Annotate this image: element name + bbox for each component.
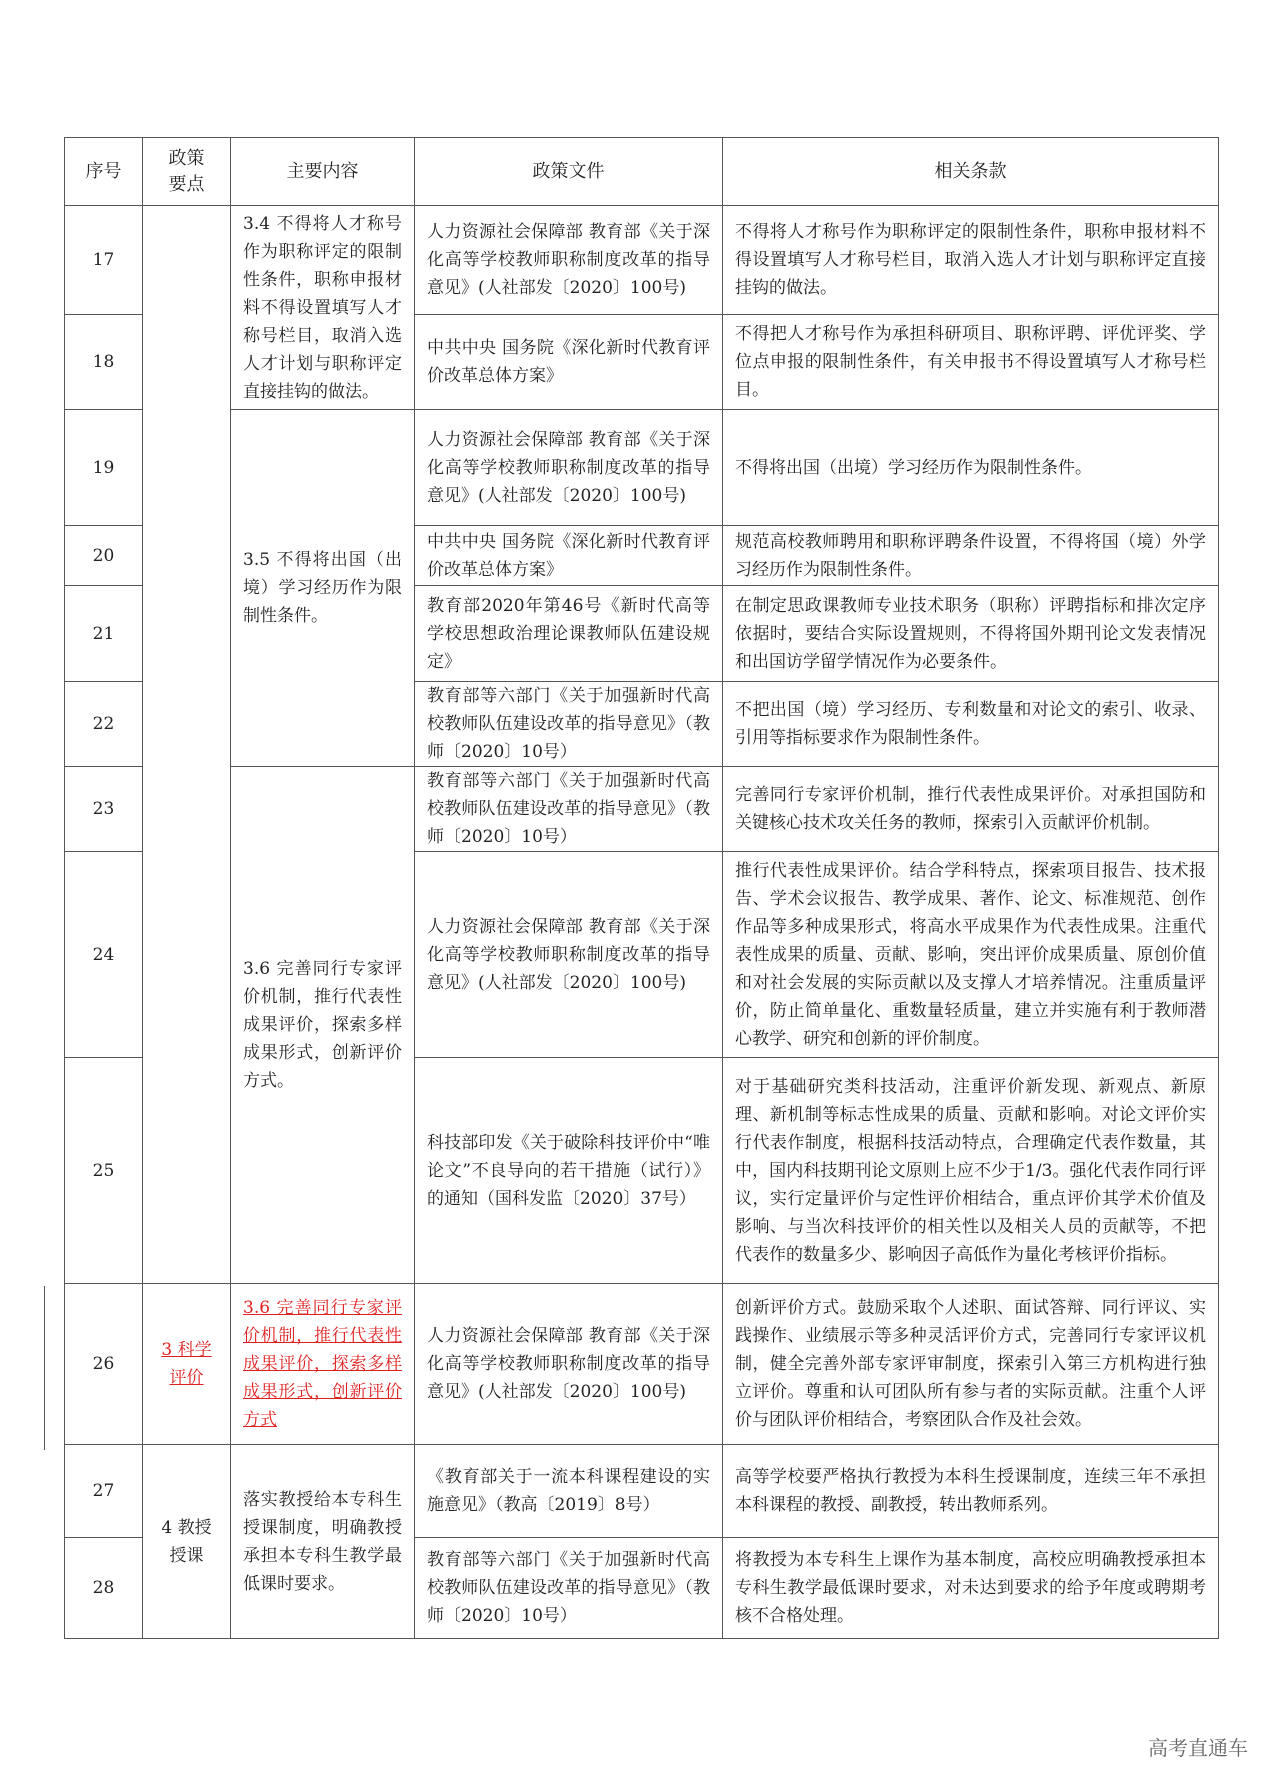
related-clause-cell: 规范高校教师聘用和职称评聘条件设置，不得将国（境）外学习经历作为限制性条件。: [723, 526, 1219, 586]
related-clause-cell: 在制定思政课教师专业技术职务（职称）评聘指标和排次定序依据时，要结合实际设置规则，不得将国外期刊论文发表情况和出国访学留学情况作为必要条件。: [723, 586, 1219, 682]
row-number: 18: [65, 315, 143, 410]
table-row: [65, 1445, 1219, 1538]
related-clause-cell: 不把出国（境）学习经历、专利数量和对论文的索引、收录、引用等指标要求作为限制性条件。: [723, 682, 1219, 767]
row-number: 19: [65, 410, 143, 526]
table-row: [65, 1284, 1219, 1445]
policy-document-cell: 教育部等六部门《关于加强新时代高校教师队伍建设改革的指导意见》（教师〔2020〕10号）: [415, 767, 723, 852]
policy-document-cell: 人力资源社会保障部 教育部《关于深化高等学校教师职称制度改革的指导意见》(人社部发〔2020〕100号): [415, 410, 723, 526]
related-clause-cell: 对于基础研究类科技活动，注重评价新发现、新观点、新原理、新机制等标志性成果的质量、贡献和影响。对论文评价实行代表作制度，根据科技活动特点，合理确定代表作数量，其中，国内科技期刊论文原则上应不少于1/3。强化代表作同行评议，实行定量评价与定性评价相结合，重点评价其学术价值及影响、与当次科技评价的相关性以及相关人员的贡献等，不把代表作的数量多少、影响因子高低作为量化考核评价指标。: [723, 1058, 1219, 1284]
main-content-cell: 3.5 不得将出国（出境）学习经历作为限制性条件。: [231, 410, 415, 767]
policy-document-cell: 《教育部关于一流本科课程建设的实施意见》（教高〔2019〕8号）: [415, 1445, 723, 1538]
policy-point-cell: 4 教授授课: [143, 1445, 231, 1639]
policy-point-label: 3 科学评价: [161, 1340, 212, 1388]
related-clause-cell: 不得把人才称号作为承担科研项目、职称评聘、评优评奖、学位点申报的限制性条件，有关申报书不得设置填写人才称号栏目。: [723, 315, 1219, 410]
col-header-main-content: 主要内容: [231, 138, 415, 206]
related-clause-cell: 创新评价方式。鼓励采取个人述职、面试答辩、同行评议、实践操作、业绩展示等多种灵活评价方式，完善同行专家评议机制，健全完善外部专家评审制度，探索引入第三方机构进行独立评价。尊重和认可团队所有参与者的实际贡献。注重个人评价与团队评价相结合，考察团队合作及社会效。: [723, 1284, 1219, 1445]
main-content-cell: 3.4 不得将人才称号作为职称评定的限制性条件，职称申报材料不得设置填写人才称号栏目，取消入选人才计划与职称评定直接挂钩的做法。: [231, 206, 415, 410]
policy-document-cell: 科技部印发《关于破除科技评价中“唯论文”不良导向的若干措施（试行）》的通知（国科发监〔2020〕37号）: [415, 1058, 723, 1284]
row-number: 23: [65, 767, 143, 852]
col-header-number: 序号: [65, 138, 143, 206]
policy-document-cell: 教育部等六部门《关于加强新时代高校教师队伍建设改革的指导意见》（教师〔2020〕10号）: [415, 682, 723, 767]
table-row: [65, 767, 1219, 852]
policy-document-cell: 人力资源社会保障部 教育部《关于深化高等学校教师职称制度改革的指导意见》(人社部发〔2020〕100号): [415, 852, 723, 1058]
related-clause-cell: 完善同行专家评价机制，推行代表性成果评价。对承担国防和关键核心技术攻关任务的教师，探索引入贡献评价机制。: [723, 767, 1219, 852]
watermark: 高考直通车: [1148, 1736, 1248, 1760]
main-content-cell: [231, 1284, 415, 1445]
policy-document-cell: 人力资源社会保障部 教育部《关于深化高等学校教师职称制度改革的指导意见》(人社部发〔2020〕100号): [415, 206, 723, 315]
policy-document-cell: 教育部2020年第46号《新时代高等学校思想政治理论课教师队伍建设规定》: [415, 586, 723, 682]
table-row: [65, 206, 1219, 315]
related-clause-cell: 推行代表性成果评价。结合学科特点，探索项目报告、技术报告、学术会议报告、教学成果、著作、论文、标准规范、创作作品等多种成果形式，将高水平成果作为代表性成果。注重代表性成果的质量、贡献、影响，突出评价成果质量、原创价值和对社会发展的实际贡献以及支撑人才培养情况。注重质量评价，防止简单量化、重数量轻质量，建立并实施有利于教师潜心教学、研究和创新的评价制度。: [723, 852, 1219, 1058]
related-clause-cell: 将教授为本专科生上课作为基本制度，高校应明确教授承担本专科生教学最低课时要求，对未达到要求的给予年度或聘期考核不合格处理。: [723, 1538, 1219, 1639]
policy-document-cell: 教育部等六部门《关于加强新时代高校教师队伍建设改革的指导意见》（教师〔2020〕10号）: [415, 1538, 723, 1639]
col-header-policy-point: 政策 要点: [143, 138, 231, 206]
row-number: 27: [65, 1445, 143, 1538]
col-header-policy-document: 政策文件: [415, 138, 723, 206]
related-clause-cell: 高等学校要严格执行教授为本科生授课制度，连续三年不承担本科课程的教授、副教授，转出教师系列。: [723, 1445, 1219, 1538]
main-content-cell: 落实教授给本专科生授课制度，明确教授承担本专科生教学最低课时要求。: [231, 1445, 415, 1639]
policy-point-cell: [143, 1284, 231, 1445]
col-header-related-clause: 相关条款: [723, 138, 1219, 206]
row-number: 24: [65, 852, 143, 1058]
row-number: 25: [65, 1058, 143, 1284]
row-number: 20: [65, 526, 143, 586]
related-clause-cell: 不得将人才称号作为职称评定的限制性条件，职称申报材料不得设置填写人才称号栏目，取消入选人才计划与职称评定直接挂钩的做法。: [723, 206, 1219, 315]
row-number: 17: [65, 206, 143, 315]
policy-document-cell: 人力资源社会保障部 教育部《关于深化高等学校教师职称制度改革的指导意见》(人社部发〔2020〕100号): [415, 1284, 723, 1445]
row-number: 26: [65, 1284, 143, 1445]
row-number: 22: [65, 682, 143, 767]
revision-mark-line: [44, 1286, 45, 1450]
policy-table: [64, 137, 1219, 1639]
main-content-cell: 3.6 完善同行专家评价机制，推行代表性成果评价，探索多样成果形式，创新评价方式。: [231, 767, 415, 1284]
related-clause-cell: 不得将出国（出境）学习经历作为限制性条件。: [723, 410, 1219, 526]
policy-point-cell: [143, 206, 231, 1284]
table-row: [65, 410, 1219, 526]
policy-document-cell: 中共中央 国务院《深化新时代教育评价改革总体方案》: [415, 315, 723, 410]
main-content-text: 3.6 完善同行专家评价机制，推行代表性成果评价，探索多样成果形式，创新评价方式: [243, 1298, 402, 1430]
row-number: 21: [65, 586, 143, 682]
header-row: [65, 138, 1219, 206]
policy-document-cell: 中共中央 国务院《深化新时代教育评价改革总体方案》: [415, 526, 723, 586]
row-number: 28: [65, 1538, 143, 1639]
